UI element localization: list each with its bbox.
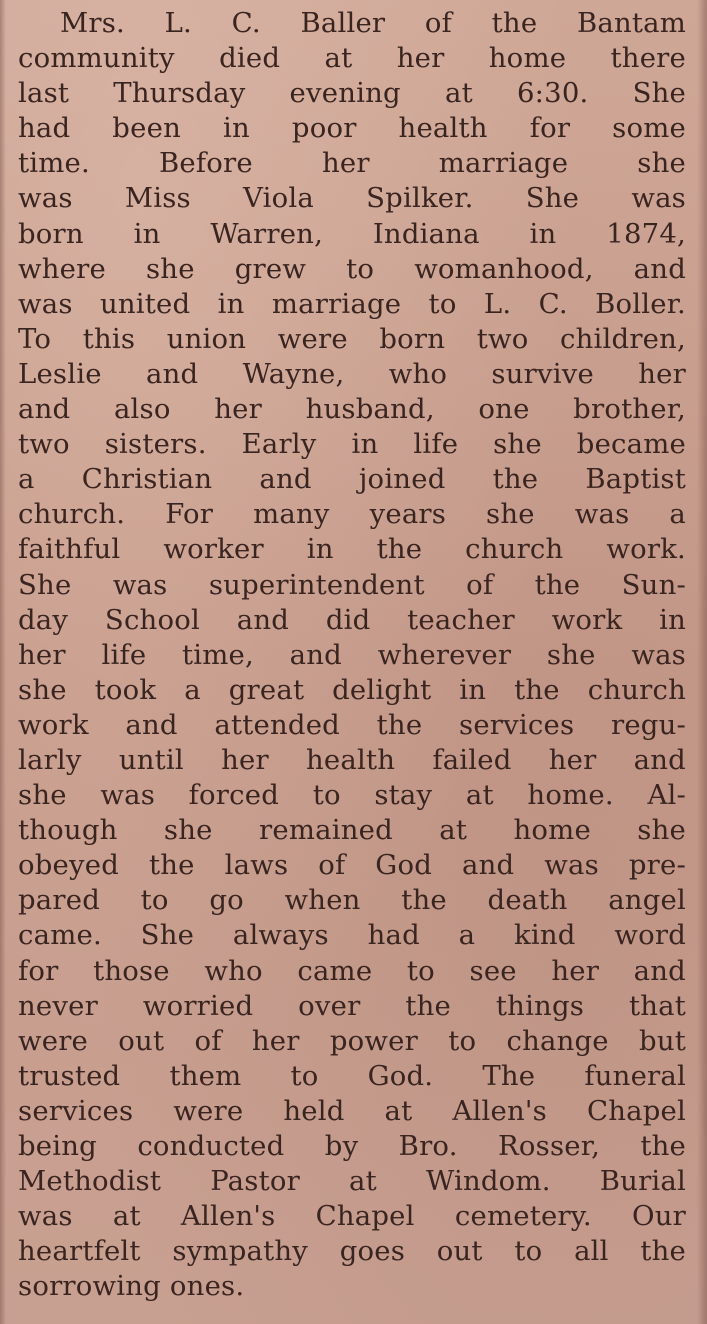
article-line: were out of her power to change but [18, 1024, 686, 1057]
article-line: being conducted by Bro. Rosser, the [18, 1130, 686, 1162]
article-line: community died at her home there [18, 42, 686, 75]
article-line: heartfelt sympathy goes out to all the [18, 1235, 686, 1268]
clipping-left-edge [0, 0, 6, 1324]
article-line: obeyed the laws of God and was pre- [18, 849, 686, 882]
article-line: never worried over the things that [18, 989, 686, 1022]
article-line: church. For many years she was a [18, 498, 686, 531]
article-line: Leslie and Wayne, who survive her [18, 357, 686, 390]
article-line: though she remained at home she [18, 814, 686, 847]
article-line: time. Before her marriage she [18, 147, 686, 180]
article-line: born in Warren, Indiana in 1874, [18, 217, 686, 250]
article-line: To this union were born two children, [18, 322, 686, 355]
article-line: last Thursday evening at 6:30. She [18, 77, 686, 110]
article-line: services were held at Allen's Chapel [18, 1094, 686, 1127]
article-line: work and attended the services regu- [18, 708, 686, 741]
article-line: was Miss Viola Spilker. She was [18, 182, 686, 215]
article-line: was united in marriage to L. C. Boller. [18, 287, 686, 320]
article-line: and also her husband, one brother, [18, 393, 686, 426]
article-line: day School and did teacher work in [18, 603, 686, 636]
article-line: sorrowing ones. [18, 1270, 245, 1303]
article-line: pared to go when the death angel [18, 884, 686, 917]
article-line: trusted them to God. The funeral [18, 1059, 686, 1092]
article-line: she took a great delight in the church [18, 673, 686, 706]
article-line: larly until her health failed her and [18, 743, 686, 776]
article-line: a Christian and joined the Baptist [18, 463, 686, 496]
article-line: She was superintendent of the Sun- [18, 568, 686, 601]
article-line: two sisters. Early in life she became [18, 428, 686, 461]
article-line: where she grew to womanhood, and [18, 252, 686, 285]
article-line: for those who came to see her and [18, 954, 686, 987]
article-line: her life time, and wherever she was [18, 638, 686, 671]
article-line: was at Allen's Chapel cemetery. Our [18, 1200, 686, 1233]
obituary-article [18, 6, 686, 1304]
article-line: she was forced to stay at home. Al- [18, 779, 686, 812]
article-line: Methodist Pastor at Windom. Burial [18, 1165, 686, 1198]
article-line: came. She always had a kind word [18, 919, 686, 952]
article-line: had been in poor health for some [18, 112, 686, 145]
article-line: Mrs. L. C. Baller of the Bantam [60, 7, 686, 39]
article-line: faithful worker in the church work. [18, 533, 686, 566]
clipping-right-edge [697, 0, 707, 1324]
